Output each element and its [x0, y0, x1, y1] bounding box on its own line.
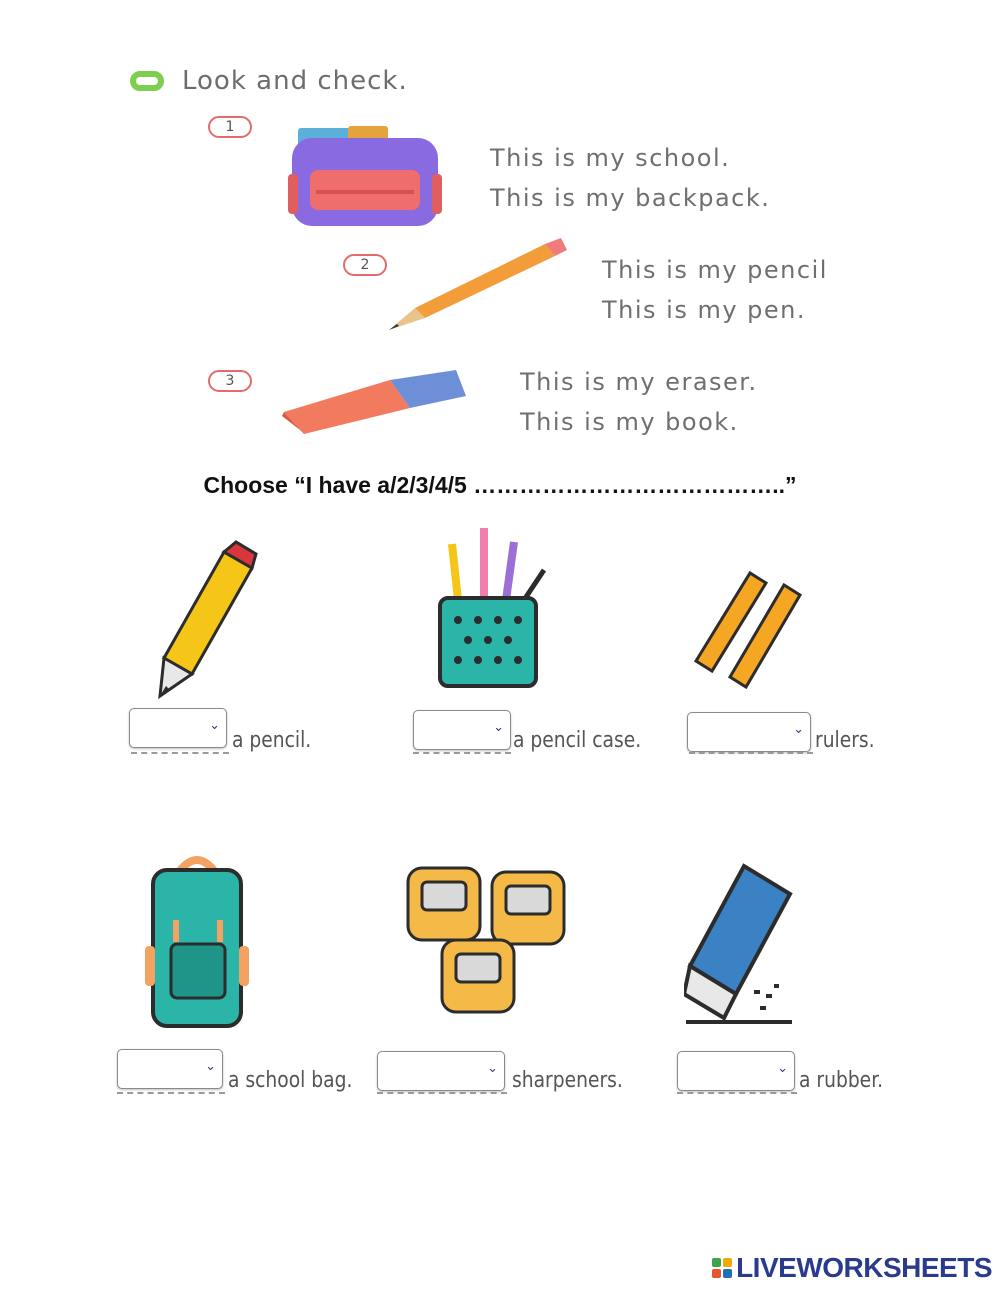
instruction-text: Choose “I have a/2/3/4/5 …………………………………..”	[203, 472, 797, 498]
backpack-illustration-icon	[288, 118, 448, 228]
section-title: Look and check.	[182, 66, 408, 96]
exercise-4-text: a school bag.	[228, 1068, 353, 1093]
school-bag-icon	[145, 850, 250, 1032]
liveworksheets-logo[interactable]	[712, 1252, 992, 1284]
item-number-3: 3	[208, 370, 252, 392]
exercise-5-text: sharpeners.	[512, 1068, 623, 1093]
sharpeners-icon	[404, 860, 574, 1022]
answer-blank-1	[131, 752, 229, 754]
chevron-down-icon: ⌄	[487, 1060, 498, 1075]
exercise-1-text: a pencil.	[232, 728, 312, 753]
item-3-line-2: This is my book.	[520, 408, 739, 436]
item-number-2: 2	[343, 254, 387, 276]
answer-dropdown-2[interactable]	[413, 710, 511, 750]
answer-dropdown-4[interactable]	[117, 1049, 223, 1089]
logo-text: LIVEWORKSHEETS	[736, 1252, 992, 1283]
section-bullet-icon	[130, 71, 164, 91]
item-1-line-1: This is my school.	[490, 144, 731, 172]
answer-blank-3	[689, 752, 813, 754]
answer-dropdown-6[interactable]	[677, 1051, 795, 1091]
eraser-illustration-icon	[280, 368, 470, 436]
answer-blank-6	[677, 1092, 797, 1094]
rubber-icon	[684, 862, 796, 1026]
chevron-down-icon: ⌄	[777, 1060, 788, 1075]
logo-mark-icon	[712, 1258, 732, 1278]
item-number-1: 1	[208, 116, 252, 138]
chevron-down-icon: ⌄	[205, 1058, 216, 1073]
answer-blank-5	[377, 1092, 507, 1094]
exercise-3-text: rulers.	[815, 728, 875, 753]
pencil-case-icon	[432, 520, 562, 692]
exercise-6-text: a rubber.	[799, 1068, 884, 1093]
answer-blank-2	[413, 752, 511, 754]
item-1-line-2: This is my backpack.	[490, 184, 771, 212]
rulers-icon	[690, 565, 810, 690]
item-2-line-1: This is my pencil	[602, 256, 828, 284]
item-2-line-2: This is my pen.	[602, 296, 807, 324]
answer-dropdown-1[interactable]	[129, 708, 227, 748]
exercise-2-text: a pencil case.	[513, 728, 642, 753]
item-3-line-1: This is my eraser.	[520, 368, 758, 396]
answer-blank-4	[117, 1092, 225, 1094]
answer-dropdown-3[interactable]	[687, 712, 811, 752]
chevron-down-icon: ⌄	[493, 719, 504, 734]
answer-dropdown-5[interactable]	[377, 1051, 505, 1091]
pencil-icon	[152, 540, 262, 700]
section-header	[130, 66, 408, 96]
pencil-illustration-icon	[385, 238, 570, 334]
chevron-down-icon: ⌄	[209, 717, 220, 732]
chevron-down-icon: ⌄	[793, 721, 804, 736]
